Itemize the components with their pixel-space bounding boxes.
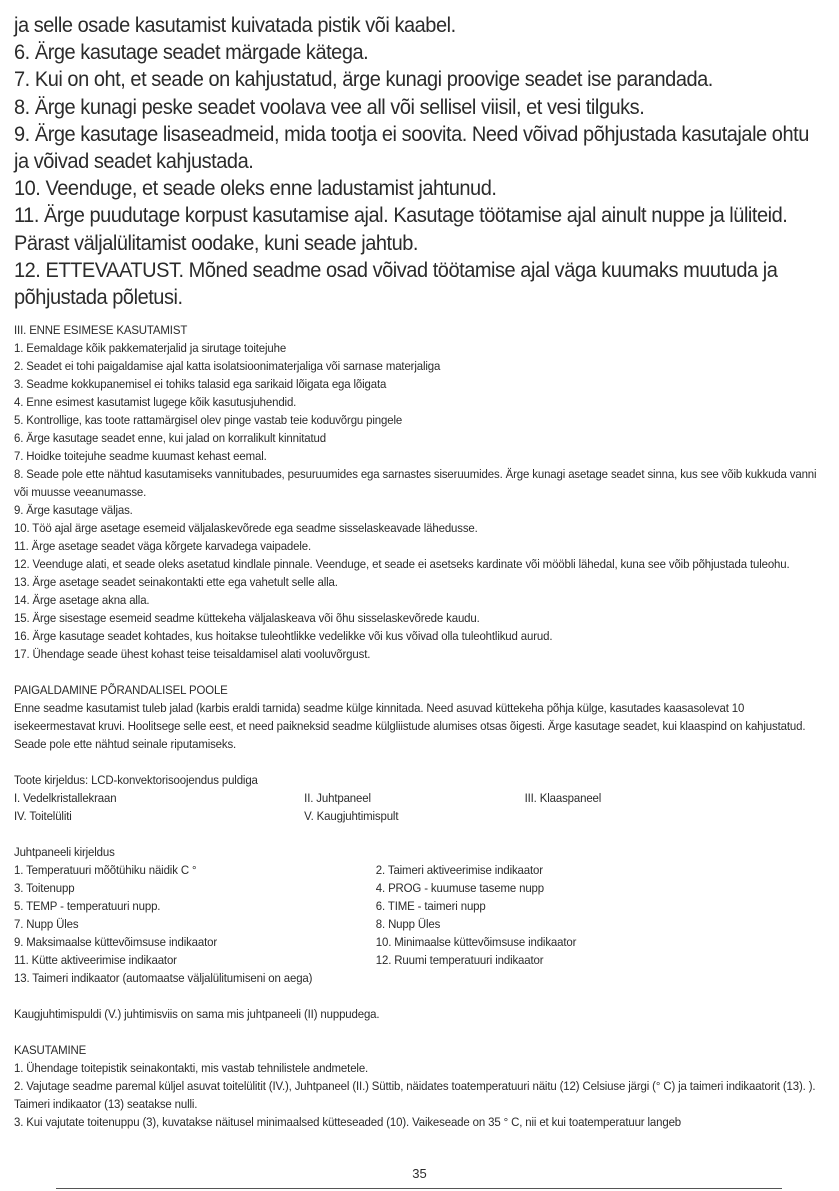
panel-row [14,897,828,915]
list-item: 6. Ärge kasutage seadet märgade kätega. [14,40,369,65]
list-item: 4. Enne esimest kasutamist lugege kõik kasutusjuhendid. [14,395,297,410]
paragraph: Kaugjuhtimispuldi (V.) juhtimisviis on sama mis juhtpaneeli (II) nuppudega. [14,1007,380,1022]
section-heading: KASUTAMINE [14,1043,87,1058]
list-item: 8. Seade pole ette nähtud kasutamiseks vannitubades, pesuruumides ega sarnastes siseruumides. Ärge kunagi asetage seadet sinna, kus see võib kukkuda vanni või muusse veeanumasse. [14,467,817,500]
list-item: ja selle osade kasutamist kuivatada pistik või kaabel. [14,13,456,37]
section-heading: III. ENNE ESIMESE KASUTAMIST [14,323,188,338]
list-item: 11. Ärge asetage seadet väga kõrgete karvadega vaipadele. [14,539,312,554]
product-part: I. Vedelkristallekraan [14,791,117,806]
list-item: 10. Töö ajal ärge asetage esemeid väljalaskevõrede ega seadme sisselaskeavade lähedusse. [14,521,478,536]
list-item: 9. Ärge kasutage väljas. [14,503,133,518]
section-heading: Juhtpaneeli kirjeldus [14,845,115,860]
panel-row [14,951,828,969]
panel-item: 3. Toitenupp [14,881,75,896]
list-item: 11. Ärge puudutage korpust kasutamise ajal. Kasutage töötamise ajal ainult nuppe ja lüliteid. Pärast väljalülitamist oodake, kuni seade jahtub. [14,203,788,255]
panel-item: 6. TIME - taimeri nupp [375,899,486,914]
list-item: 17. Ühendage seade ühest kohast teise teisaldamisel alati vooluvõrgust. [14,647,371,662]
panel-row [14,933,828,951]
panel-item: 9. Maksimaalse küttevõimsuse indikaator [14,935,218,950]
list-item: 1. Ühendage toitepistik seinakontakti, mis vastab tehnilistele andmetele. [14,1061,369,1076]
first-use-section [14,321,828,1131]
list-item: 5. Kontrollige, kas toote rattamärgisel olev pinge vastab teie koduvõrgu pingele [14,413,403,428]
product-part: II. Juhtpaneel [304,791,371,806]
list-item: 3. Seadme kokkupanemisel ei tohiks talasid ega sarikaid lõigata ega lõigata [14,377,387,392]
panel-item: 8. Nupp Üles [375,917,441,932]
panel-row [14,879,828,897]
list-item: 7. Hoidke toitejuhe seadme kuumast kehast eemal. [14,449,267,464]
page-number: 35 [412,1166,427,1181]
list-item: 14. Ärge asetage akna alla. [14,593,150,608]
panel-row [14,861,828,879]
section-heading: PAIGALDAMINE PÕRANDALISEL POOLE [14,683,228,698]
paragraph: Enne seadme kasutamist tuleb jalad (karbis eraldi tarnida) seadme külge kinnitada. Need asuvad küttekeha põhja külge, kasutades kaasasolevat 10 isekeermestavat kruvi. Hoolitsege selle eest, et need paikneksid seadme külgliistude alumises otsas õigesti. Ärge kasutage seadet, kui klaaspind on kahjustatud. Seade pole ette nähtud seinale riputamiseks. [14,701,806,752]
list-item: 2. Vajutage seadme paremal küljel asuvat toitelülitit (IV.), Juhtpaneel (II.) Süttib, näidates toatemperatuuri näitu (12) Celsiuse järgi (° C) ja taimeri indikaatorit (13). ). Taimeri indikaator (13) seatakse nulli. [14,1079,816,1112]
list-item: 3. Kui vajutate toitenuppu (3), kuvatakse näitusel minimaalsed kütteseaded (10). Vaikeseade on 35 ° C, nii et kui toatemperatuur langeb [14,1115,682,1130]
product-part: III. Klaaspaneel [524,791,602,806]
product-row [14,789,828,807]
list-item: 8. Ärge kunagi peske seadet voolava vee all või sellisel viisil, et vesi tilguks. [14,94,645,119]
panel-item: 5. TEMP - temperatuuri nupp. [14,899,161,914]
list-item: 9. Ärge kasutage lisaseadmeid, mida tootja ei soovita. Need võivad põhjustada kasutajale ohtu ja võivad seadet kahjustada. [14,121,809,174]
product-part: IV. Toitelüliti [14,809,72,824]
list-item: 6. Ärge kasutage seadet enne, kui jalad on korralikult kinnitatud [14,431,326,446]
list-item: 12. ETTEVAATUST. Mõned seadme osad võivad töötamise ajal väga kuumaks muutuda ja põhjustada põletusi. [14,257,778,310]
list-item: 7. Kui on oht, et seade on kahjustatud, ärge kunagi proovige seadet ise parandada. [14,67,713,92]
panel-item: 1. Temperatuuri mõõtühiku näidik C ° [14,863,197,878]
panel-item: 4. PROG - kuumuse taseme nupp [375,881,544,896]
list-item: 10. Veenduge, et seade oleks enne ladustamist jahtunud. [14,176,497,201]
list-item: 1. Eemaldage kõik pakkematerjalid ja sirutage toitejuhe [14,341,287,356]
list-item: 12. Veenduge alati, et seade oleks asetatud kindlale pinnale. Veenduge, et seade ei asetseks kardinate või mööbli lähedal, kuna see võib põhjustada tuleohu. [14,557,790,572]
panel-item: 13. Taimeri indikaator (automaatse väljalülitumiseni on aega) [14,971,313,986]
panel-item: 2. Taimeri aktiveerimise indikaator [375,863,543,878]
list-item: 16. Ärge kasutage seadet kohtades, kus hoitakse tuleohtlikke vedelikke või kus võivad olla tuleohtlikud aurud. [14,629,553,644]
footer-divider [56,1188,782,1189]
panel-row [14,969,828,987]
product-row [14,807,828,825]
list-item: 15. Ärge sisestage esemeid seadme küttekeha väljalaskeava või õhu sisselaskevõrede kaudu. [14,611,480,626]
panel-row [14,915,828,933]
list-item: 13. Ärge asetage seadet seinakontakti ette ega vahetult selle alla. [14,575,338,590]
panel-item: 7. Nupp Üles [14,917,79,932]
list-item: 2. Seadet ei tohi paigaldamise ajal katta isolatsioonimaterjaliga või sarnase materjaliga [14,359,441,374]
section-heading: Toote kirjeldus: LCD-konvektorisoojendus puldiga [14,773,258,788]
safety-list-continued [14,12,828,311]
panel-item: 12. Ruumi temperatuuri indikaator [375,953,544,968]
panel-item: 10. Minimaalse küttevõimsuse indikaator [375,935,577,950]
manual-page [14,12,826,1131]
product-part: V. Kaugjuhtimispult [304,809,399,824]
panel-item: 11. Kütte aktiveerimise indikaator [14,953,177,968]
